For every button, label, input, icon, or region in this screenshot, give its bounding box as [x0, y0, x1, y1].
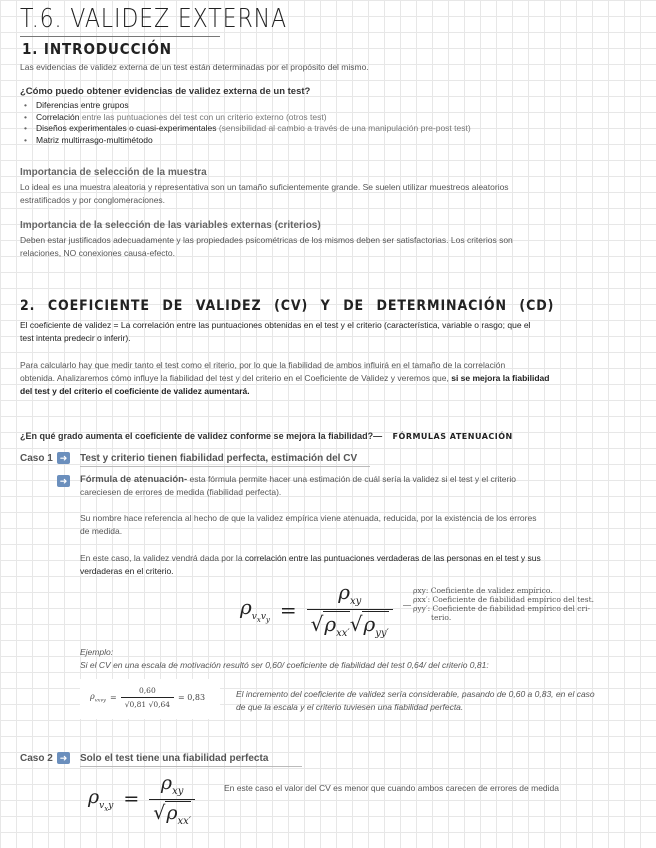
formula-legend: ρxy: Coeficiente de validez empírico. ρxx′: Coeficiente de fiabilidad empírico del test. ρyy′: Coeficiente de fiabilidad empírico del cri- terio. [413, 586, 594, 622]
sample-text-2: estratificados y por conglomeraciones. [20, 195, 166, 205]
calc-text-2: obtenida. Analizaremos cómo influye la fiabilidad del test y del criterio en el Coeficiente de Validez y veremos que, si se mejora la fiabilidad [20, 373, 550, 383]
list-item: • Diseños experimentales o cuasi-experimentales (sensibilidad al cambio a través de una manipulación pre-post test) [36, 123, 642, 135]
sample-text-1: Lo ideal es una muestra aleatoria y representativa son un tamaño suficientemente grande. Se suelen utilizar muestreos aleatorios [20, 182, 509, 192]
reliability-question: ¿En qué grado aumenta el coeficiente de validez conforme se mejora la fiabilidad?— FÓRMULAS ATENUACIÓN [20, 431, 513, 441]
case-2-label: Caso 2 [20, 753, 53, 764]
validity-text-2: verdaderas en el criterio. [80, 566, 174, 576]
criteria-text-1: Deben estar justificados adecuadamente y las propiedades psicométricas de los mismos deben ser satisfactorias. Los criterios son [20, 235, 513, 245]
case-2-formula: $\rho_{v_xy}$ = $\frac{\rho_{xy}}{√\rho_{xx'}}$ [88, 772, 195, 827]
title-underline [20, 36, 220, 37]
case-2-title: Solo el test tiene una fiabilidad perfecta [80, 753, 269, 764]
sample-heading: Importancia de selección de la muestra [20, 167, 207, 178]
attenuation-formula-text-2: careciesen de errores de medida (fiabilidad perfecta). [80, 487, 282, 497]
name-text-1: Su nombre hace referencia al hecho de que la validez empírica viene atenuada, reducida, por la existencia de los errores [80, 513, 537, 523]
criteria-text-2: relaciones, NO conexiones causa-efecto. [20, 248, 175, 258]
example-note-2: de que la escala y el criterio tuviesen una fiabilidad perfecta. [236, 702, 464, 712]
name-text-2: de medida. [80, 526, 123, 536]
cv-definition-1: El coeficiente de validez = La correlación entre las puntuaciones obtenidas en el test y el criterio (característica, variable o rasgo; que el [20, 320, 531, 330]
legend-connector [403, 605, 411, 606]
section-1-heading: 1. INTRODUCCIÓN [22, 40, 172, 58]
cv-definition-2: test intenta predecir o inferir). [20, 333, 131, 343]
arrow-icon: ➜ [57, 475, 70, 487]
evidence-list [22, 100, 642, 146]
calc-text-3: del test y del criterio el coeficiente de validez aumentará. [20, 386, 250, 396]
divider [80, 766, 302, 767]
arrow-icon: ➜ [57, 752, 70, 764]
case-1-label: Caso 1 [20, 453, 53, 464]
list-item: • Diferencias entre grupos [36, 100, 642, 112]
example-formula: $\rho_{vxvy}$ = $\frac{0,60}{√0,81 √0,64}$ = 0,83 [90, 686, 206, 709]
validity-text-1: En este caso, la validez vendrá dada por la correlación entre las puntuaciones verdaderas de las personas en el test y sus [80, 553, 541, 563]
section-2-heading: 2. COEFICIENTE DE VALIDEZ (CV) Y DE DETERMINACIÓN (CD) [20, 298, 555, 314]
attenuation-formula: $\rho_{v_xv_y}$ = $\frac{\rho_{xy}}{√\rho_{xx'}√\rho_{yy'}}$ [240, 580, 393, 639]
case-2-text: En este caso el valor del CV es menor que cuando ambos carecen de errores de medida [224, 783, 559, 793]
arrow-icon: ➜ [57, 452, 70, 464]
list-item: • Correlación entre las puntuaciones del test con un criterio externo (otros test) [36, 112, 642, 124]
divider [80, 466, 370, 467]
section-1-question: ¿Cómo puedo obtener evidencias de validez externa de un test? [20, 86, 311, 97]
criteria-heading: Importancia de la selección de las variables externas (criterios) [20, 220, 321, 231]
example-text: Si el CV en una escala de motivación resultó ser 0,60/ coeficiente de fiabilidad del test 0,64/ del criterio 0,81: [80, 660, 489, 670]
example-note-1: El incremento del coeficiente de validez sería considerable, pasando de 0,60 a 0,83, en el caso [236, 689, 595, 699]
calc-text-1: Para calcularlo hay que medir tanto el test como el riterio, por lo que la fiabilidad de ambos influirá en el tamaño de la correlación [20, 360, 506, 370]
case-1-title: Test y criterio tienen fiabilidad perfecta, estimación del CV [80, 453, 358, 464]
page-title: T.6. VALIDEZ EXTERNA [20, 4, 288, 34]
intro-text: Las evidencias de validez externa de un test están determinadas por el propósito del mismo. [20, 62, 369, 72]
example-label: Ejemplo: [80, 647, 114, 657]
list-item: • Matriz multirrasgo-multimétodo [36, 135, 642, 147]
formulas-tag: FÓRMULAS ATENUACIÓN [392, 432, 513, 441]
attenuation-formula-text-1: Fórmula de atenuación- esta fórmula permite hacer una estimación de cuál sería la validez si el test y el criterio [80, 474, 516, 485]
